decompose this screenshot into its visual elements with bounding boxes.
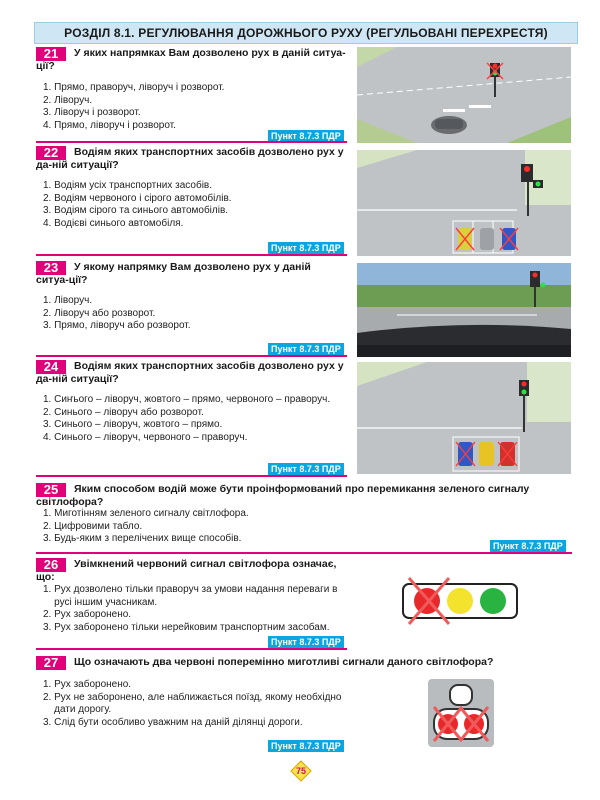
question-text: У яких напрямках Вам дозволено рух в даній ситуа-ції?	[36, 47, 346, 72]
answer-option[interactable]: 1. Сиҥього – ліворуч, жовтого – прямо, червоного – праворуч.	[43, 394, 331, 405]
answer-option[interactable]: 2. Цифровими табло.	[43, 520, 143, 532]
answer-option[interactable]: 4. Водієві синього автомобіля.	[43, 217, 184, 229]
divider	[36, 475, 347, 477]
answer-option[interactable]: 2. Водіям червоного і сірого автомобілів.	[43, 192, 232, 204]
answer-option[interactable]: 3. Прямо, ліворуч або розворот.	[43, 320, 191, 332]
rule-reference: Пункт 8.7.3 ПДР	[268, 463, 344, 475]
question-text: Водіям яких транспортних засобів дозволено рух у да-ній ситуації?	[36, 146, 344, 171]
question-number: 22	[36, 146, 66, 160]
divider	[36, 355, 347, 357]
divider	[36, 141, 347, 143]
answer-list	[43, 394, 330, 444]
question-number: 21	[36, 47, 66, 61]
divider	[36, 552, 572, 554]
question-text: Яким способом водій може бути проінформований про перемикання зеленого сигналу світлофора?	[36, 483, 530, 508]
intersection-illustration-21	[357, 47, 571, 143]
rule-reference: Пункт 8.7.3 ПДР	[268, 130, 344, 142]
answer-option[interactable]: 1. Рух дозволено тільки праворуч за умови надання переваги в	[43, 584, 338, 595]
page-number	[290, 760, 312, 787]
divider	[36, 254, 347, 256]
question-text: Увімкнений червоний сигнал світлофора означає, що:	[36, 558, 337, 583]
answer-list	[43, 679, 342, 729]
rule-reference: Пункт 8.7.3 ПДР	[268, 740, 344, 752]
answer-list	[43, 508, 249, 546]
answer-list	[43, 82, 224, 132]
answer-option[interactable]: 2. Ліворуч.	[43, 94, 93, 106]
answer-list	[43, 295, 191, 333]
answer-option[interactable]: 3. Рух заборонено тільки нерейковим транспортним засобам.	[43, 621, 330, 633]
question-text: У якому напрямку Вам дозволено рух у даній ситуа-ції?	[36, 261, 311, 286]
intersection-illustration-24	[357, 362, 571, 474]
question-number: 24	[36, 360, 66, 374]
answer-option[interactable]: 4. Синього – ліворуч, червоного – праворуч.	[43, 431, 248, 443]
answer-option[interactable]: 1. Водіям усіх транспортних засобів.	[43, 180, 213, 191]
answer-option[interactable]: 2. Ліворуч або розворот.	[43, 307, 156, 319]
answer-option[interactable]: 3. Будь-яким з перелічених вище способів.	[43, 533, 242, 545]
answer-option[interactable]: 2. Рух не заборонено, але наближається поїзд, якому необхідно	[43, 691, 342, 703]
railway-crossing-light-icon	[420, 677, 500, 749]
question-number: 26	[36, 558, 66, 572]
answer-option-continued: русі іншим учасникам.	[43, 596, 158, 608]
answer-option[interactable]: 1. Рух заборонено.	[43, 679, 132, 690]
rule-reference: Пункт 8.7.3 ПДР	[268, 636, 344, 648]
question-number: 23	[36, 261, 66, 275]
answer-option[interactable]: 1. Ліворуч.	[43, 295, 93, 306]
question-number: 25	[36, 483, 66, 497]
answer-option[interactable]: 3. Ліворуч і розворот.	[43, 107, 141, 119]
page-number-text: 75	[295, 766, 306, 776]
answer-option-continued: дати дорогу.	[43, 704, 112, 716]
divider	[36, 648, 347, 650]
intersection-illustration-22	[357, 150, 571, 256]
answer-option[interactable]: 3. Водіям сірого та синього автомобілів.	[43, 205, 229, 217]
answer-option[interactable]: 4. Прямо, ліворуч і розворот.	[43, 119, 176, 131]
answer-option[interactable]: 1. Миготінням зеленого сигналу світлофора.	[43, 508, 249, 519]
question-number: 27	[36, 656, 66, 670]
intersection-illustration-23	[357, 263, 571, 357]
answer-option[interactable]: 2. Рух заборонено.	[43, 609, 132, 621]
rule-reference: Пункт 8.7.3 ПДР	[268, 242, 344, 254]
answer-option[interactable]: 2. Синього – ліворуч або розворот.	[43, 406, 204, 418]
answer-option[interactable]: 1. Прямо, праворуч, ліворуч і розворот.	[43, 82, 225, 93]
answer-list	[43, 584, 337, 634]
rule-reference: Пункт 8.7.3 ПДР	[490, 540, 566, 552]
question-text: Що означають два червоні поперемінно миготливі сигнали даного світлофора?	[74, 656, 494, 668]
rule-reference: Пункт 8.7.3 ПДР	[268, 343, 344, 355]
section-header: РОЗДІЛ 8.1. РЕГУЛЮВАННЯ ДОРОЖНЬОГО РУХУ (РЕГУЛЬОВАНІ ПЕРЕХРЕСТЯ)	[34, 22, 578, 44]
answer-option[interactable]: 3. Слід бути особливо уважним на даній ділянці дороги.	[43, 716, 303, 728]
question-text: Водіям яких транспортних засобів дозволено рух у да-ній ситуації?	[36, 360, 344, 385]
traffic-light-horizontal-icon	[395, 572, 525, 632]
answer-list	[43, 180, 232, 230]
answer-option[interactable]: 3. Синього – ліворуч, жовтого – прямо.	[43, 419, 223, 431]
